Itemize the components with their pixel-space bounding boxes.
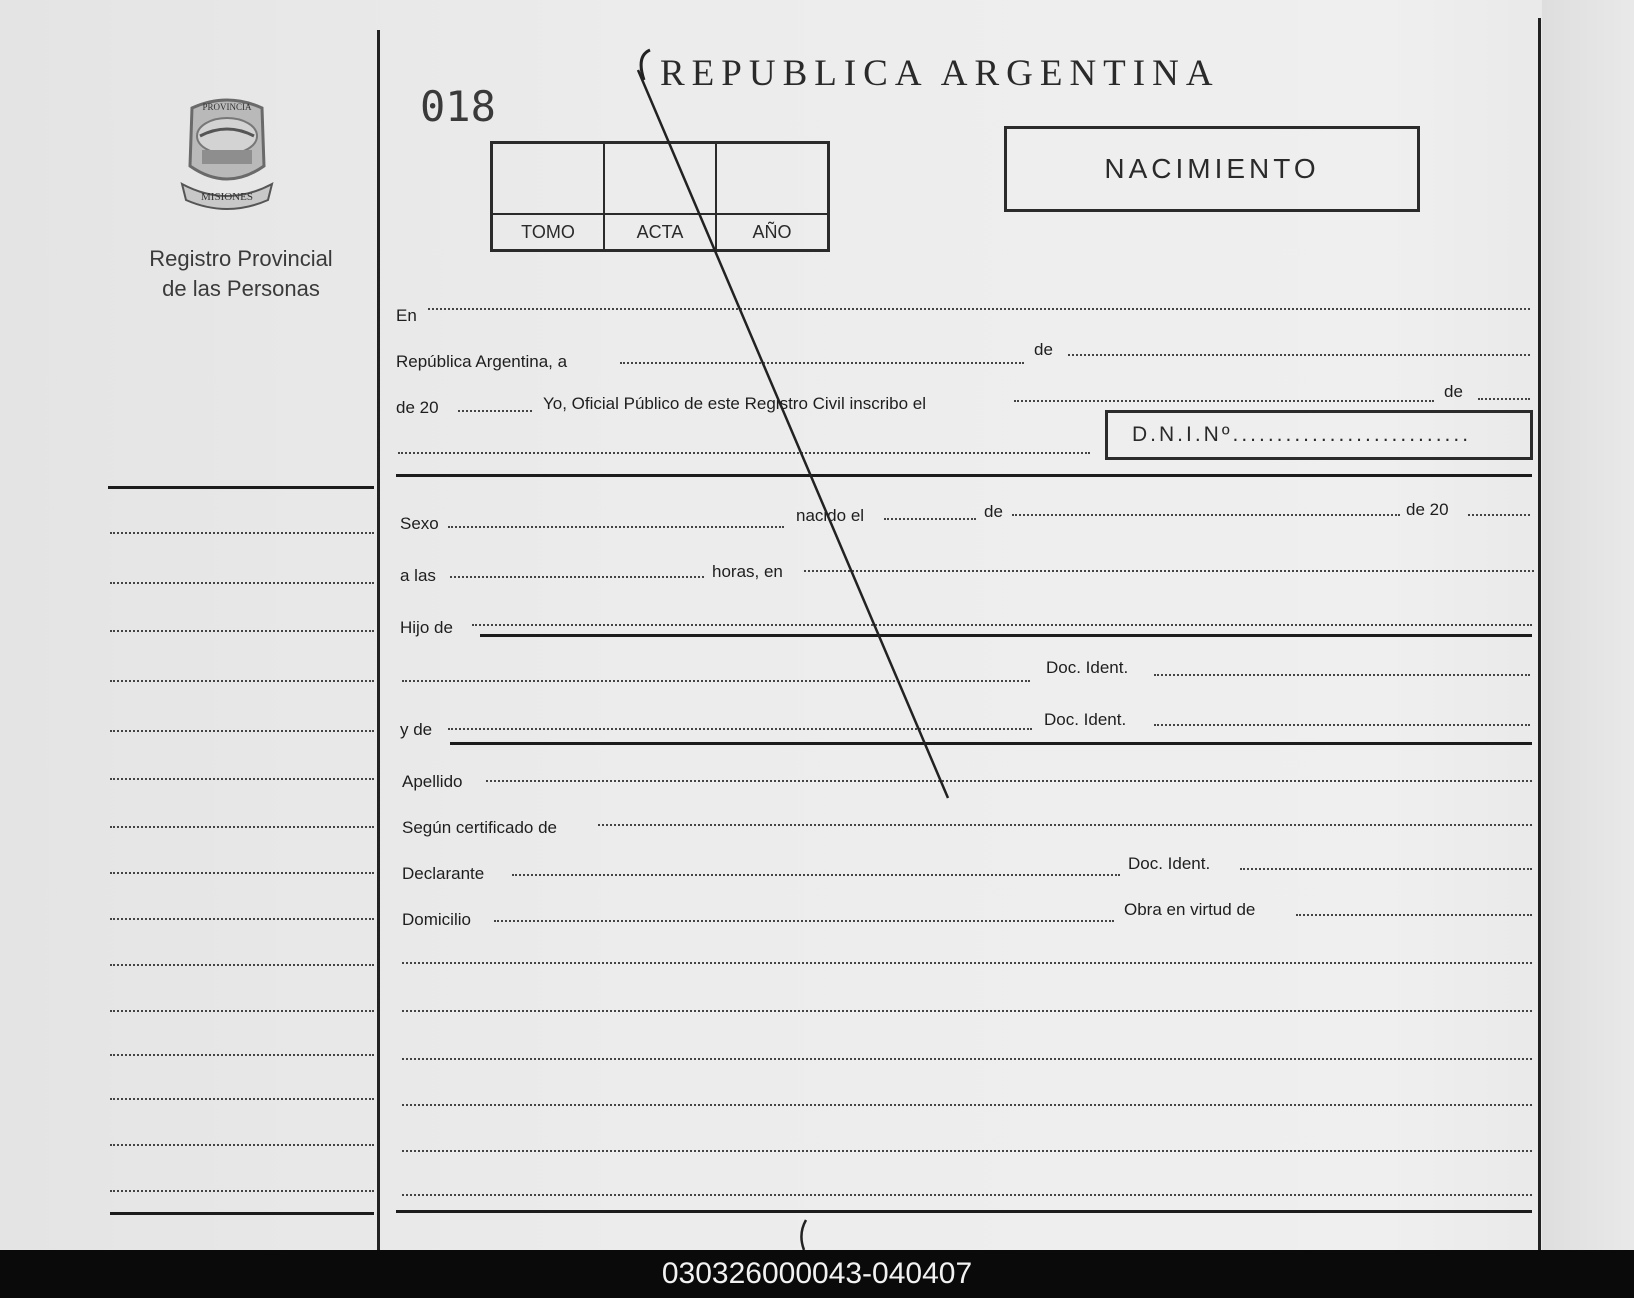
folio-number: 018 (420, 82, 496, 131)
registry-name-line1: Registro Provincial (149, 246, 333, 271)
acta-label: ACTA (605, 213, 715, 249)
label-de-2: de (1444, 382, 1463, 401)
label-en: En (396, 306, 417, 325)
label-horas: horas, en (712, 562, 783, 581)
record-type-box: NACIMIENTO (1004, 126, 1420, 212)
label-de-1: de (1034, 340, 1053, 359)
label-domicilio: Domicilio (402, 910, 471, 929)
label-declarante: Declarante (402, 864, 485, 883)
document-code: 030326000043-040407 (661, 1257, 973, 1290)
label-a-las: a las (400, 566, 436, 585)
label-doc-2: Doc. Ident. (1044, 710, 1127, 729)
country-title: REPUBLICA ARGENTINA (660, 53, 1220, 94)
anio-label: AÑO (717, 213, 827, 249)
label-apellido: Apellido (402, 772, 463, 791)
dni-box[interactable]: D.N.I.Nº........................... (1105, 410, 1533, 460)
label-doc-3: Doc. Ident. (1128, 854, 1211, 873)
label-hijo: Hijo de (400, 618, 453, 637)
registry-name-line2: de las Personas (162, 276, 320, 301)
label-obra: Obra en virtud de (1124, 900, 1256, 919)
label-de-3: de (984, 502, 1003, 521)
label-de20-a: de 20 (396, 398, 439, 417)
label-de20-b: de 20 (1406, 500, 1449, 519)
label-y-de: y de (400, 720, 433, 739)
tomo-label: TOMO (493, 213, 603, 249)
label-republica: República Argentina, a (396, 352, 568, 371)
label-official: Yo, Oficial Público de este Registro Civil inscribo el (543, 394, 926, 413)
label-nacido: nacido el (796, 506, 865, 525)
svg-text:PROVINCIA: PROVINCIA (202, 102, 252, 112)
label-sexo: Sexo (400, 514, 439, 533)
label-doc-1: Doc. Ident. (1046, 658, 1129, 677)
svg-text:MISIONES: MISIONES (201, 191, 253, 203)
label-segun: Según certificado de (402, 818, 557, 837)
